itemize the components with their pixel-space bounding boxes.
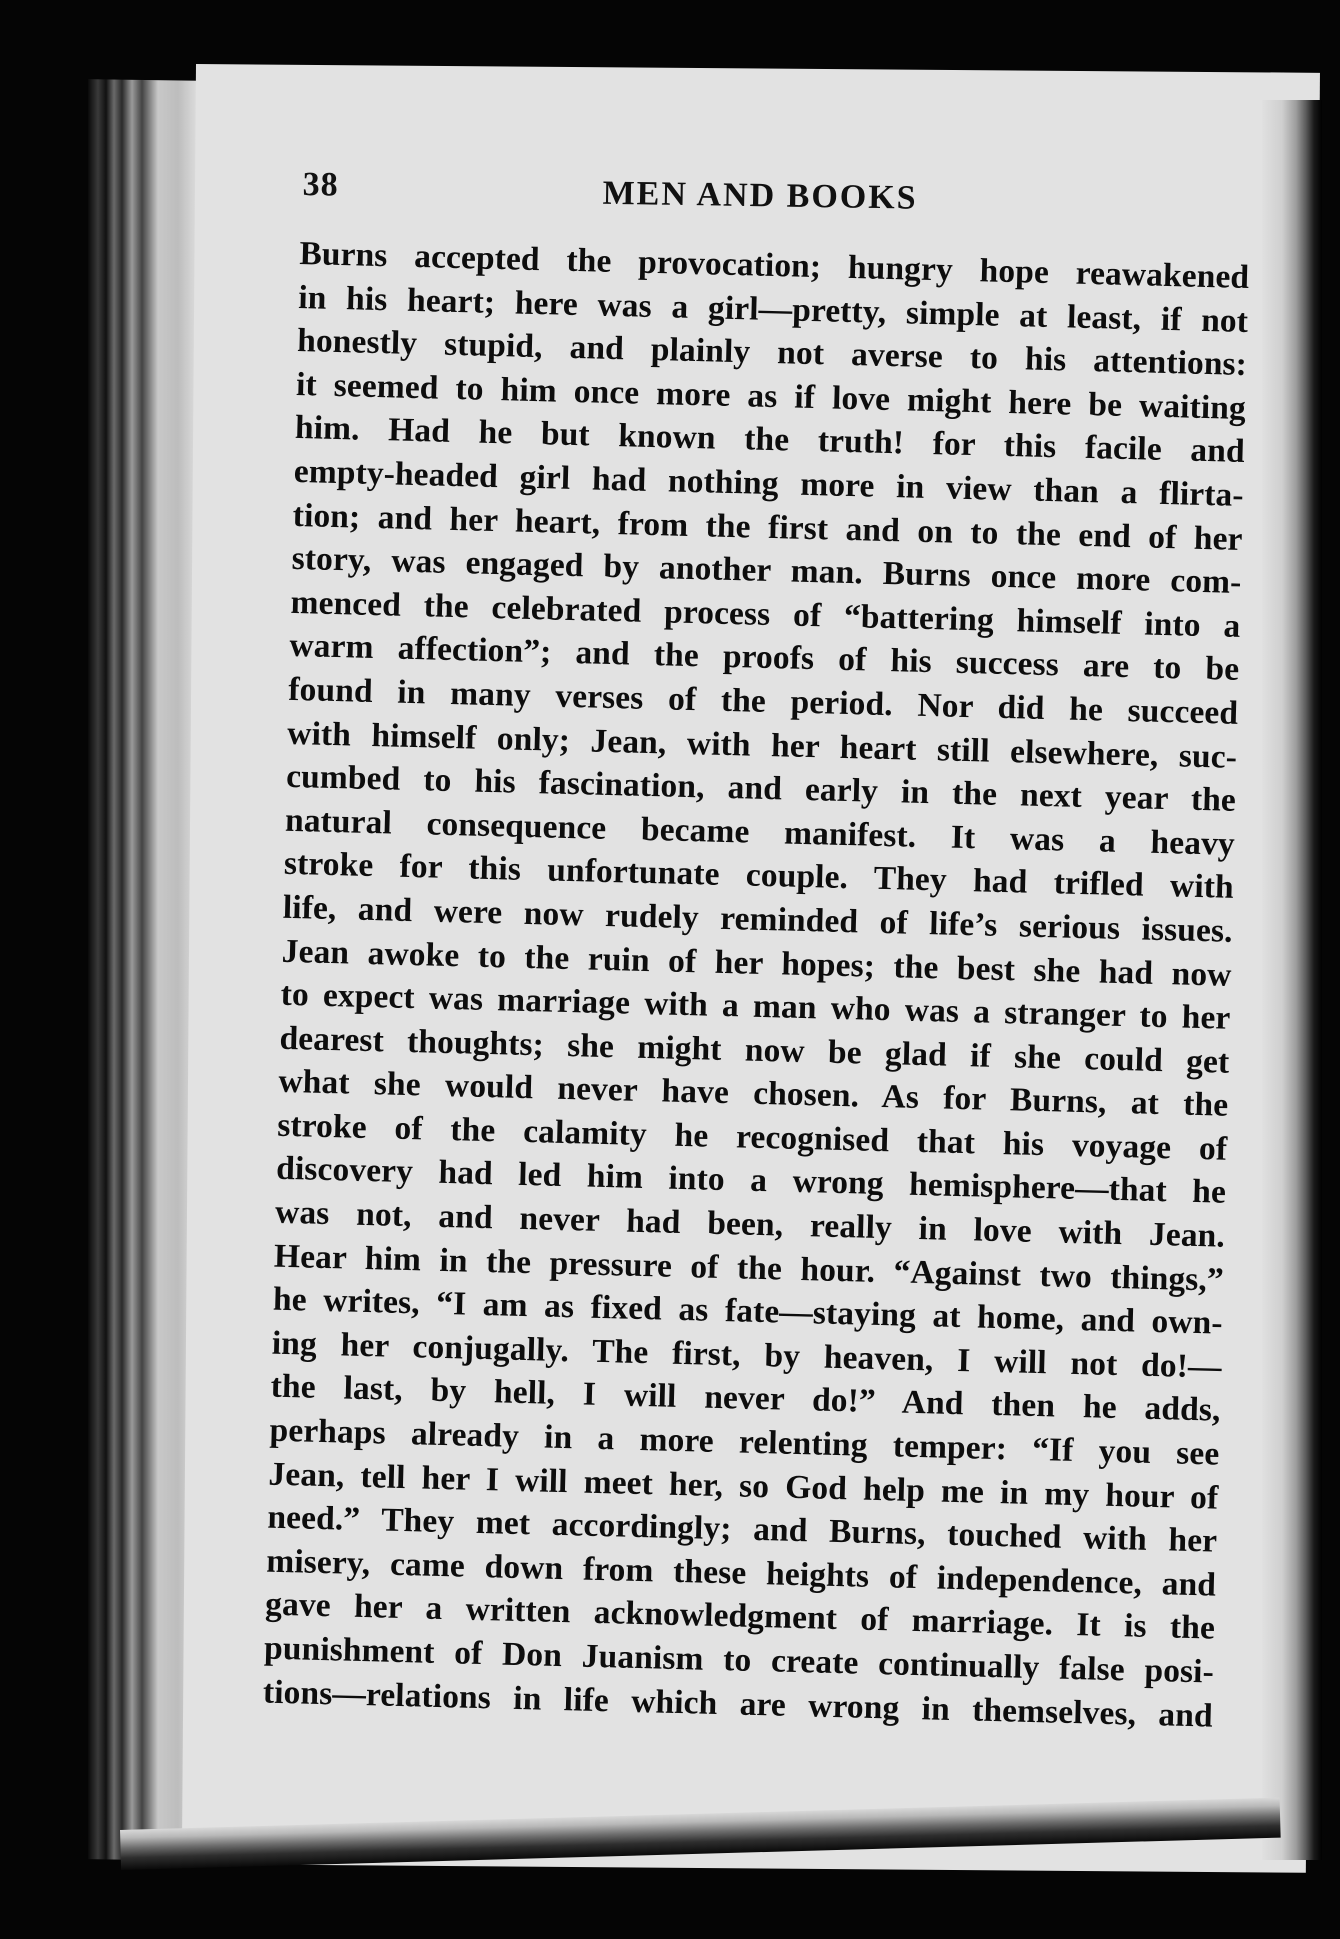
text-line: perhaps already in a more relenting temper: “If you see <box>269 1411 1220 1473</box>
text-line: gave her a written acknowledgment of marriage. It is the <box>264 1585 1216 1647</box>
running-head: MEN AND BOOKS <box>602 174 918 217</box>
text-line: Jean awoke to the ruin of her hopes; the best she had now <box>281 932 1232 994</box>
text-line: in his heart; here was a girl—pretty, simple at least, if not <box>297 278 1249 340</box>
text-line: to expect was marriage with a man who was a stranger to her <box>280 975 1231 1037</box>
text-line: tions—relations in life which are wrong in themselves, and <box>262 1673 1214 1735</box>
text-line: honestly stupid, and plainly not averse to his attentions: <box>296 322 1248 384</box>
text-line: dearest thoughts; she might now be glad if she could get <box>279 1019 1230 1081</box>
text-line: with himself only; Jean, with her heart still elsewhere, suc- <box>286 714 1238 776</box>
text-line: life, and were now rudely reminded of life’s serious issues. <box>282 888 1234 950</box>
text-line: need.” They met accordingly; and Burns, touched with her <box>266 1498 1218 1560</box>
text-line: Burns accepted the provocation; hungry hope reawakened <box>298 234 1250 297</box>
text-line: Hear him in the pressure of the hour. “Against two things,” <box>273 1237 1225 1299</box>
text-line: warm affection”; and the proofs of his success are to be <box>289 627 1240 689</box>
text-line: Jean, tell her I will meet her, so God help me in my hour of <box>268 1455 1219 1517</box>
body-text <box>262 232 1249 1738</box>
text-line: misery, came down from these heights of independence, and <box>265 1542 1217 1604</box>
text-line: found in many verses of the period. Nor did he succeed <box>287 670 1239 732</box>
text-line: cumbed to his fascination, and early in the next year the <box>285 757 1237 819</box>
text-line: he writes, “I am as fixed as fate—staying at home, and own- <box>272 1280 1224 1342</box>
text-line: it seemed to him once more as if love might here be waiting <box>295 365 1247 427</box>
text-line: menced the celebrated process of “battering himself into a <box>290 583 1241 645</box>
text-line: empty-headed girl had nothing more in view than a flirta- <box>293 452 1245 514</box>
text-line: what she would never have chosen. As for Burns, at the <box>278 1063 1229 1125</box>
text-line: tion; and her heart, from the first and on to the end of her <box>292 496 1244 558</box>
text-line: stroke of the calamity he recognised that his voyage of <box>276 1106 1228 1168</box>
text-line: stroke for this unfortunate couple. They had trifled with <box>283 845 1235 907</box>
right-page-edge <box>1262 100 1322 1860</box>
text-line: story, was engaged by another man. Burns once more com- <box>291 540 1242 602</box>
text-line: ing her conjugally. The first, by heaven, I will not do!— <box>271 1324 1223 1386</box>
text-line: was not, and never had been, really in love with Jean. <box>274 1193 1226 1255</box>
text-line: the last, by hell, I will never do!” And then he adds, <box>270 1368 1221 1430</box>
text-line: punishment of Don Juanism to create continually false posi- <box>263 1629 1215 1691</box>
text-line: him. Had he but known the truth! for this facile and <box>294 409 1246 471</box>
text-line: discovery had led him into a wrong hemisphere—that he <box>275 1150 1227 1212</box>
page-number: 38 <box>302 166 339 204</box>
text-line: natural consequence became manifest. It was a heavy <box>284 801 1236 863</box>
